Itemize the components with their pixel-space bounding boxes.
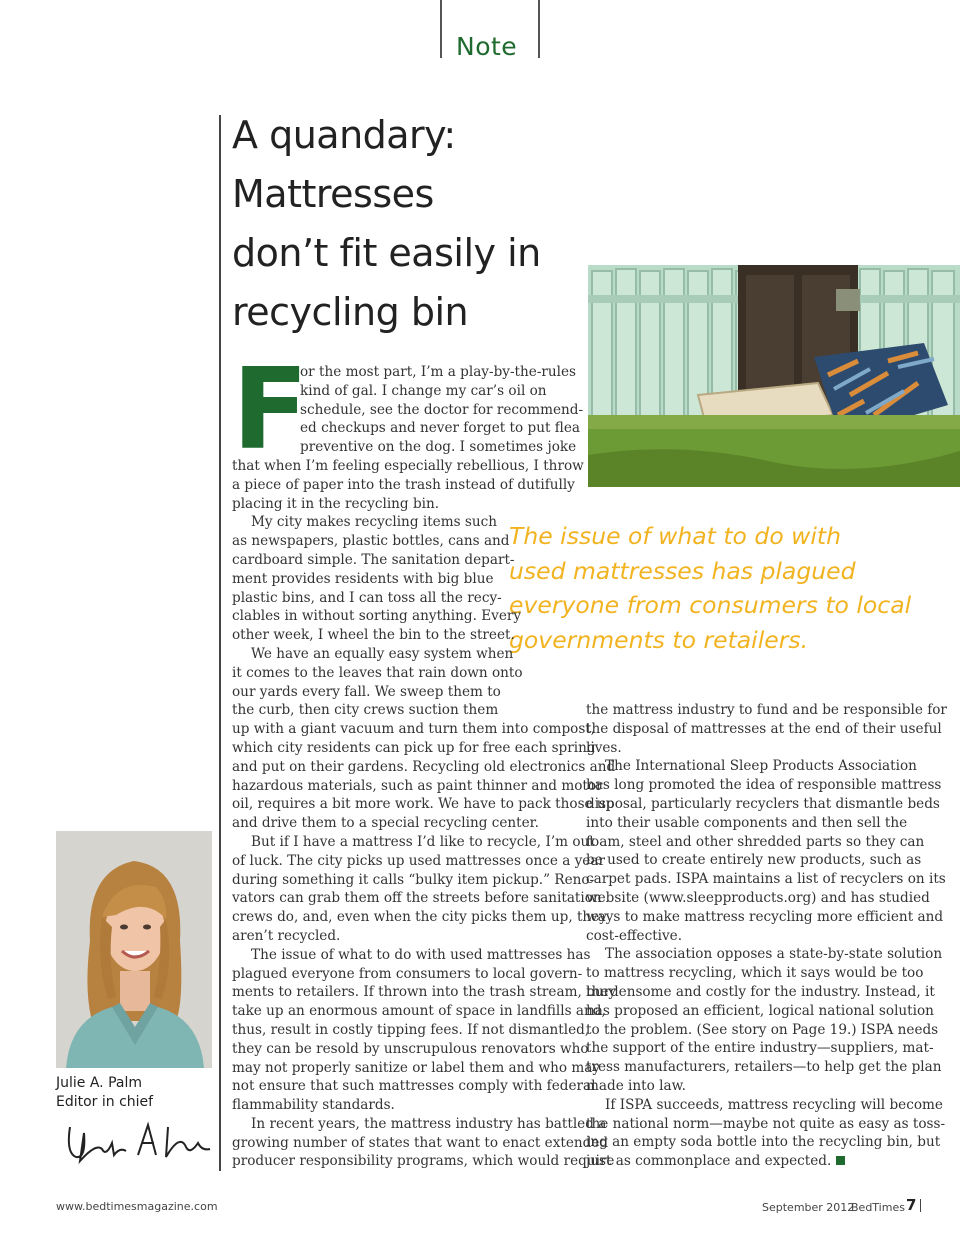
- text-line: flammability standards.: [232, 1097, 395, 1114]
- text-line: The association opposes a state-by-state solution: [605, 946, 943, 963]
- text-line: crews do, and, even when the city picks them up, they: [232, 909, 607, 926]
- text-line: into their usable components and then sell the: [586, 814, 908, 831]
- text-line: made into law.: [586, 1077, 686, 1094]
- text-line: the mattress industry to fund and be responsible for: [586, 702, 947, 718]
- signature: [56, 1113, 212, 1169]
- text-line: it comes to the leaves that rain down onto: [232, 664, 523, 681]
- text-line: the disposal of mattresses at the end of their useful: [586, 720, 942, 737]
- text-line: other week, I wheel the bin to the street.: [232, 627, 515, 644]
- text-line: In recent years, the mattress industry has battled a: [251, 1115, 607, 1132]
- text-line: the curb, then city crews suction them: [232, 702, 499, 719]
- text-line: The issue of what to do with used mattresses has: [251, 946, 591, 963]
- author-name: Julie A. Palm: [56, 1075, 142, 1091]
- text-line: be used to create entirely new products, such as: [586, 852, 922, 869]
- text-line: ing an empty soda bottle into the recycling bin, but: [586, 1134, 941, 1151]
- text-line: of luck. The city picks up used mattresses once a year: [232, 852, 605, 869]
- text-line: [586, 1152, 947, 1171]
- author-portrait-illustration: [56, 831, 212, 1068]
- text-line: growing number of states that want to enact extended: [232, 1134, 609, 1151]
- section-label: Note: [456, 32, 518, 61]
- text-line: ments to retailers. If thrown into the trash stream, they: [232, 984, 617, 1001]
- article-rule: [219, 115, 221, 1171]
- text-line: not ensure that such mattresses comply with federal: [232, 1078, 596, 1095]
- article-photo: [588, 265, 960, 487]
- text-line: But if I have a mattress I’d like to recycle, I’m out: [251, 833, 595, 850]
- text-line: lives.: [586, 739, 622, 756]
- signature-icon: [56, 1113, 212, 1169]
- header-rule-right: [538, 0, 540, 58]
- footer-url: www.bedtimesmagazine.com: [56, 1200, 218, 1213]
- text-line: has proposed an efficient, logical national solution: [586, 1002, 934, 1019]
- text-line: the support of the entire industry—suppliers, mat-: [586, 1040, 934, 1057]
- text-line: foam, steel and other shredded parts so they can: [586, 833, 925, 850]
- text-line: which city residents can pick up for free each spring: [232, 739, 596, 756]
- text-line: and put on their gardens. Recycling old electronics and: [232, 758, 616, 775]
- text-line: during something it calls “bulky item pickup.” Reno-: [232, 871, 595, 888]
- text-line: oil, requires a bit more work. We have to pack those up: [232, 796, 615, 813]
- text-line-content: just as commonplace and expected.: [586, 1153, 832, 1170]
- footer-date: September 2012: [762, 1201, 855, 1214]
- text-line: plagued everyone from consumers to local govern-: [232, 965, 583, 982]
- text-line: to mattress recycling, which it says would be too: [586, 965, 924, 982]
- text-line: carpet pads. ISPA maintains a list of recyclers on its: [586, 871, 946, 888]
- text-line: preventive on the dog. I sometimes joke: [300, 439, 577, 456]
- text-line: My city makes recycling items such: [251, 514, 497, 531]
- headline: [232, 106, 582, 342]
- footer-rule: [920, 1199, 921, 1212]
- text-line: kind of gal. I change my car’s oil on: [300, 382, 547, 399]
- text-line: clables in without sorting anything. Every: [232, 608, 522, 625]
- text-line: ed checkups and never forget to put flea: [300, 420, 580, 437]
- text-line: website (www.sleepproducts.org) and has studied: [586, 889, 930, 906]
- article-column-2: [586, 701, 947, 1171]
- article-column-1: [232, 457, 616, 1171]
- text-line: to the problem. (See story on Page 19.) ISPA needs: [586, 1021, 939, 1038]
- page-number: 7: [906, 1196, 917, 1214]
- text-line: tress manufacturers, retailers—to help get the plan: [586, 1059, 942, 1076]
- text-line: aren’t recycled.: [232, 927, 341, 944]
- text-line: hazardous materials, such as paint thinner and motor: [232, 777, 603, 794]
- text-line: a piece of paper into the trash instead of dutifully: [232, 476, 575, 493]
- footer-publication: BedTimes: [851, 1201, 905, 1214]
- text-line: cardboard simple. The sanitation depart-: [232, 551, 515, 568]
- text-line: has long promoted the idea of responsible mattress: [586, 777, 942, 794]
- text-line: our yards every fall. We sweep them to: [232, 683, 501, 700]
- text-line: up with a giant vacuum and turn them into compost,: [232, 721, 596, 738]
- text-line: ment provides residents with big blue: [232, 570, 494, 587]
- pull-quote-line: everyone from consumers to local: [509, 591, 912, 620]
- pull-quote-line: used mattresses has plagued: [509, 556, 856, 585]
- text-line: as newspapers, plastic bottles, cans and: [232, 533, 510, 550]
- text-line: the national norm—maybe not quite as easy as toss-: [586, 1115, 946, 1132]
- text-line: producer responsibility programs, which would require: [232, 1153, 615, 1170]
- text-line: thus, result in costly tipping fees. If not dismantled,: [232, 1021, 590, 1038]
- text-line: If ISPA succeeds, mattress recycling will become: [605, 1096, 943, 1113]
- headline-line: Mattresses: [232, 172, 434, 216]
- author-photo: [56, 831, 212, 1068]
- text-line: and drive them to a special recycling center.: [232, 815, 539, 832]
- text-line: take up an enormous amount of space in landfills and,: [232, 1003, 606, 1020]
- pull-quote-line: governments to retailers.: [509, 626, 809, 655]
- author-role: Editor in chief: [56, 1094, 154, 1110]
- text-line: plastic bins, and I can toss all the recy-: [232, 589, 502, 606]
- text-line: schedule, see the doctor for recommend-: [300, 401, 584, 418]
- mattress-photo-illustration: [588, 265, 960, 487]
- text-line: disposal, particularly recyclers that dismantle beds: [586, 795, 940, 812]
- text-line: The International Sleep Products Association: [605, 758, 917, 775]
- pull-quote-line: The issue of what to do with: [509, 522, 842, 550]
- article-column-1-intro: [300, 363, 583, 457]
- text-line: or the most part, I’m a play-by-the-rules: [300, 364, 577, 380]
- headline-line: recycling bin: [232, 290, 469, 334]
- text-line: ways to make mattress recycling more efficient and: [586, 908, 944, 925]
- headline-line: A quandary:: [232, 113, 456, 157]
- end-mark-icon: [836, 1156, 845, 1165]
- text-line: cost-effective.: [586, 927, 683, 944]
- text-line: We have an equally easy system when: [251, 645, 514, 662]
- header-rule-left: [440, 0, 442, 58]
- drop-cap: F: [232, 345, 309, 475]
- text-line: they can be resold by unscrupulous renovators who: [232, 1040, 589, 1057]
- text-line: placing it in the recycling bin.: [232, 495, 440, 512]
- text-line: may not properly sanitize or label them and who may: [232, 1059, 601, 1076]
- text-line: burdensome and costly for the industry. Instead, it: [586, 983, 935, 1000]
- text-line: that when I’m feeling especially rebellious, I throw: [232, 458, 584, 474]
- text-line: vators can grab them off the streets before sanitation: [232, 890, 602, 907]
- headline-line: don’t fit easily in: [232, 231, 541, 275]
